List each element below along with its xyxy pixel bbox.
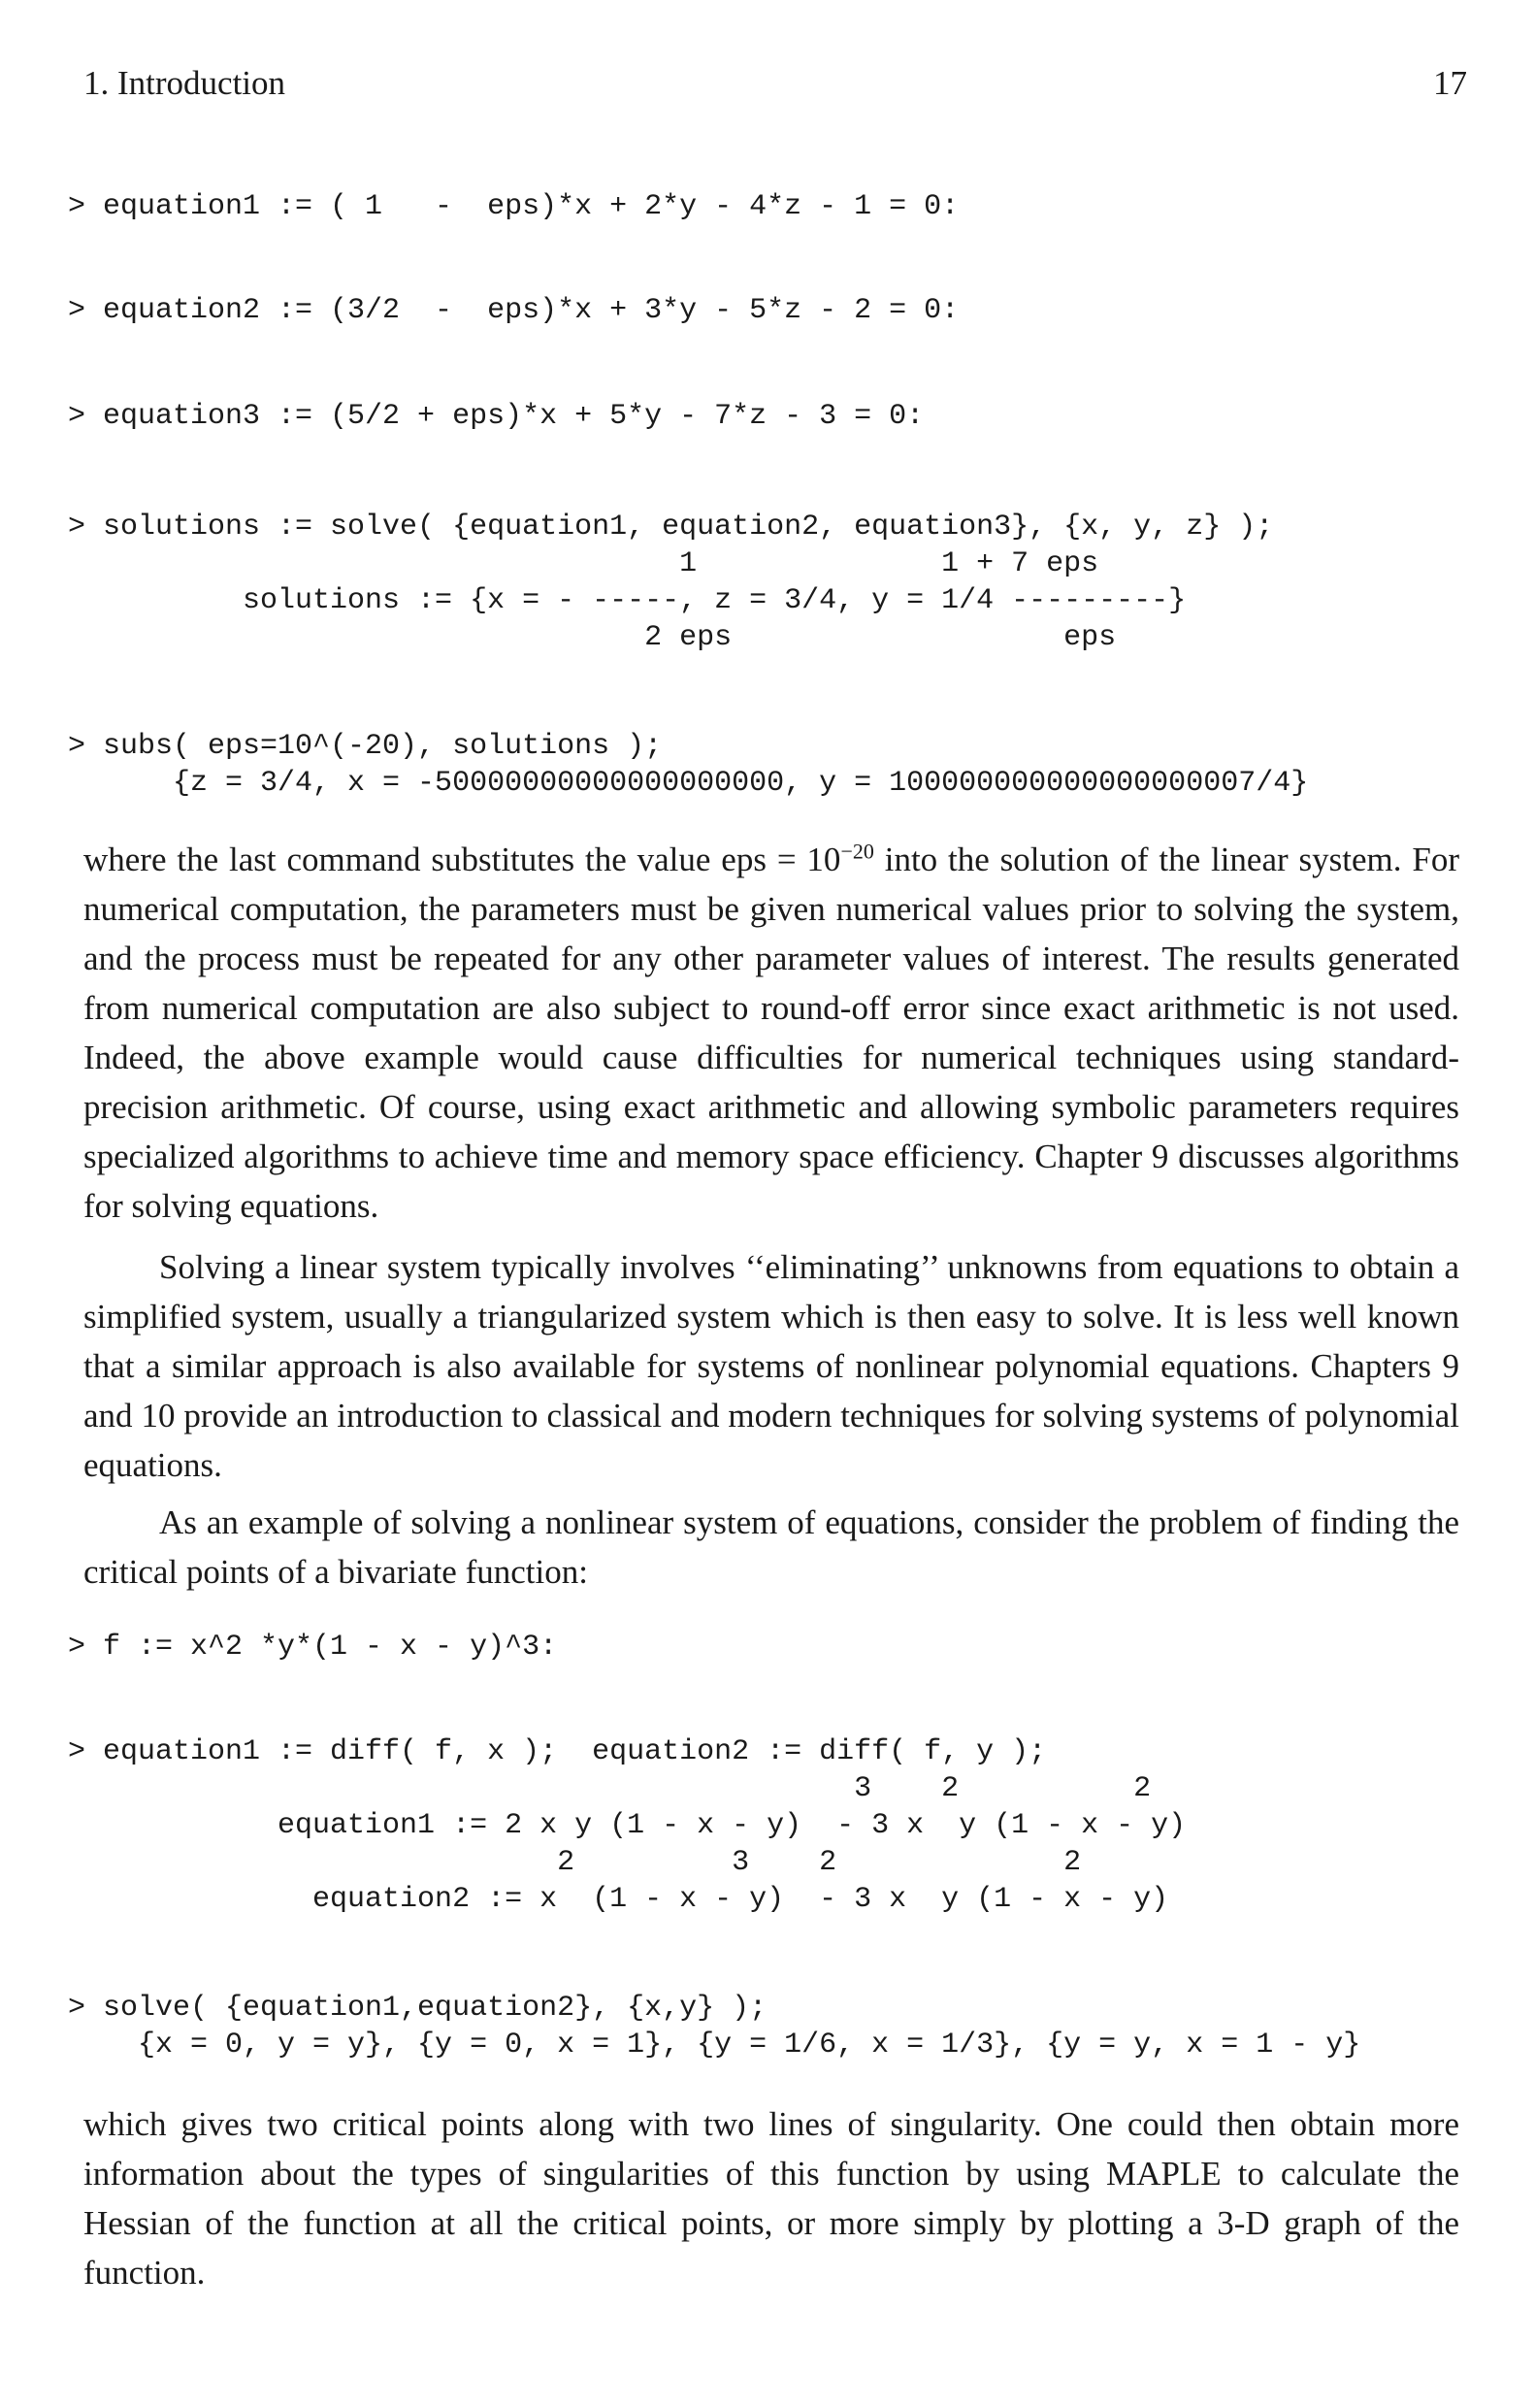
maple-input-equation1: > equation1 := ( 1 - eps)*x + 2*y - 4*z - 1 = 0: (68, 190, 960, 223)
maple-input-equation3: > equation3 := (5/2 + eps)*x + 5*y - 7*z - 3 = 0: (68, 400, 925, 433)
maple-solve-block: > solutions := solve( {equation1, equation2, equation3}, {x, y, z} ); 1 1 + 7 eps solutions := {x = - -----, z = 3/4, y = 1/4 ---------} 2 eps eps (68, 511, 1274, 654)
maple-subs-block: > subs( eps=10^(-20), solutions ); {z = 3/4, x = -50000000000000000000, y = 100000000000000000007/4} (68, 730, 1309, 800)
chapter-title: 1. Introduction (83, 64, 286, 102)
maple-solve-nonlinear-block: > solve( {equation1,equation2}, {x,y} ); {x = 0, y = y}, {y = 0, x = 1}, {y = 1/6, x = 1/3}, {y = y, x = 1 - y} (68, 1992, 1361, 2062)
paragraph-critical-points: which gives two critical points along with two lines of singularity. One could then obtain more information about the types of singularities of this function by using MAPLE to calculate the Hessian of the function at all the critical points, or more simply by plotting a 3-D graph of the function. (83, 2105, 1459, 2292)
maple-input-equation2: > equation2 := (3/2 - eps)*x + 3*y - 5*z - 2 = 0: (68, 294, 960, 327)
page-number: 17 (1433, 64, 1467, 102)
paragraph-numerical-computation (83, 835, 1459, 1231)
maple-diff-block: > equation1 := diff( f, x ); equation2 := diff( f, y ); 3 2 2 equation1 := 2 x y (1 - x - y) - 3 x y (1 - x - y) 2 3 2 2 equation2 := x (1 - x - y) - 3 x y (1 - x - y) (68, 1735, 1187, 1916)
paragraph-nonlinear-example: As an example of solving a nonlinear system of equations, consider the problem of finding the critical points of a bivariate function: (83, 1503, 1459, 1591)
maple-function-definition: > f := x^2 *y*(1 - x - y)^3: (68, 1631, 558, 1664)
para1-text-before: where the last command substitutes the value eps = 10 (83, 841, 841, 878)
para1-text-after: into the solution of the linear system. For numerical computation, the parameters must be given numerical values prior to solving the system, and the process must be repeated for any other parameter values of interest. The results generated from numerical computation are also subject to round-off error since exact arithmetic is not used. Indeed, the above example would cause difficulties for numerical techniques using standard-precision arithmetic. Of course, using exact arithmetic and allowing symbolic parameters requires specialized algorithms to achieve time and memory space efficiency. Chapter 9 discusses algorithms for solving equations. (83, 841, 1459, 1225)
para1-exponent: −20 (840, 839, 874, 864)
paragraph-linear-system: Solving a linear system typically involves ‘‘eliminating’’ unknowns from equations to obtain a simplified system, usually a triangularized system which is then easy to solve. It is less well known that a similar approach is also available for systems of nonlinear polynomial equations. Chapters 9 and 10 provide an introduction to classical and modern techniques for solving systems of polynomial equations. (83, 1248, 1459, 1484)
